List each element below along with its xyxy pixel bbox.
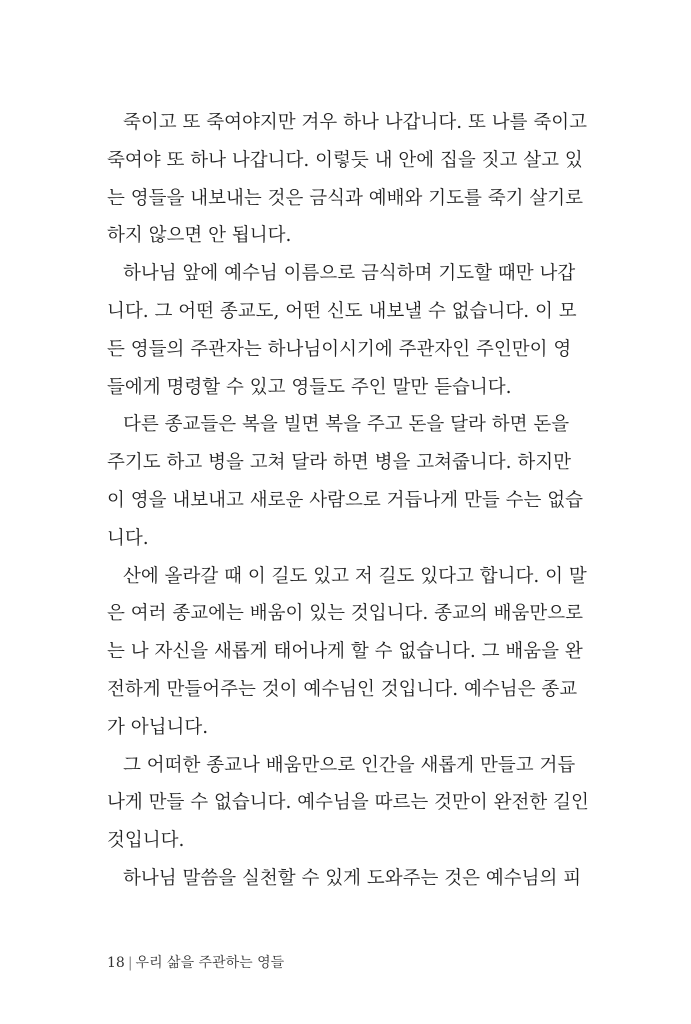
page-number: 18 bbox=[107, 955, 125, 971]
text-line: 하나님 말씀을 실천할 수 있게 도와주는 것은 예수님의 피 bbox=[123, 867, 582, 889]
text-line: 전하게 만들어주는 것이 예수님인 것입니다. 예수님은 종교 bbox=[107, 678, 578, 700]
text-line: 주기도 하고 병을 고쳐 달라 하면 병을 고쳐줍니다. 하지만 bbox=[107, 452, 571, 474]
text-line: 는 나 자신을 새롭게 태어나게 할 수 없습니다. 그 배움을 완 bbox=[107, 641, 583, 663]
text-line: 는 영들을 내보내는 것은 금식과 예배와 기도를 죽기 살기로 bbox=[107, 187, 583, 209]
text-line: 산에 올라갈 때 이 길도 있고 저 길도 있다고 합니다. 이 말 bbox=[123, 565, 587, 587]
text-line: 하지 않으면 안 됩니다. bbox=[107, 225, 292, 247]
running-title: 우리 삶을 주관하는 영들 bbox=[135, 955, 285, 971]
text-line: 든 영들의 주관자는 하나님이시기에 주관자인 주인만이 영 bbox=[107, 338, 572, 360]
text-line: 니다. 그 어떤 종교도, 어떤 신도 내보낼 수 없습니다. 이 모 bbox=[107, 300, 577, 322]
text-line: 것입니다. bbox=[107, 830, 185, 852]
body-text bbox=[107, 108, 589, 902]
text-line: 그 어떠한 종교나 배움만으로 인간을 새롭게 만들고 거듭 bbox=[123, 754, 576, 776]
text-line: 이 영을 내보내고 새로운 사람으로 거듭나게 만들 수는 없습 bbox=[107, 489, 583, 511]
text-line: 나게 만들 수 없습니다. 예수님을 따르는 것만이 완전한 길인 bbox=[107, 792, 589, 814]
text-line: 들에게 명령할 수 있고 영들도 주인 말만 듣습니다. bbox=[107, 376, 512, 398]
page-footer bbox=[107, 952, 284, 972]
text-line: 죽이고 또 죽여야지만 겨우 하나 나갑니다. 또 나를 죽이고 bbox=[123, 112, 587, 133]
text-line: 가 아닙니다. bbox=[107, 716, 209, 738]
text-line: 다른 종교들은 복을 빌면 복을 주고 돈을 달라 하면 돈을 bbox=[123, 414, 570, 436]
footer-separator: | bbox=[127, 955, 133, 971]
text-line: 은 여러 종교에는 배움이 있는 것입니다. 종교의 배움만으로 bbox=[107, 603, 583, 625]
text-line: 하나님 앞에 예수님 이름으로 금식하며 기도할 때만 나갑 bbox=[123, 263, 576, 285]
text-line: 니다. bbox=[107, 527, 149, 549]
text-line: 죽여야 또 하나 나갑니다. 이렇듯 내 안에 집을 짓고 살고 있 bbox=[107, 149, 583, 171]
